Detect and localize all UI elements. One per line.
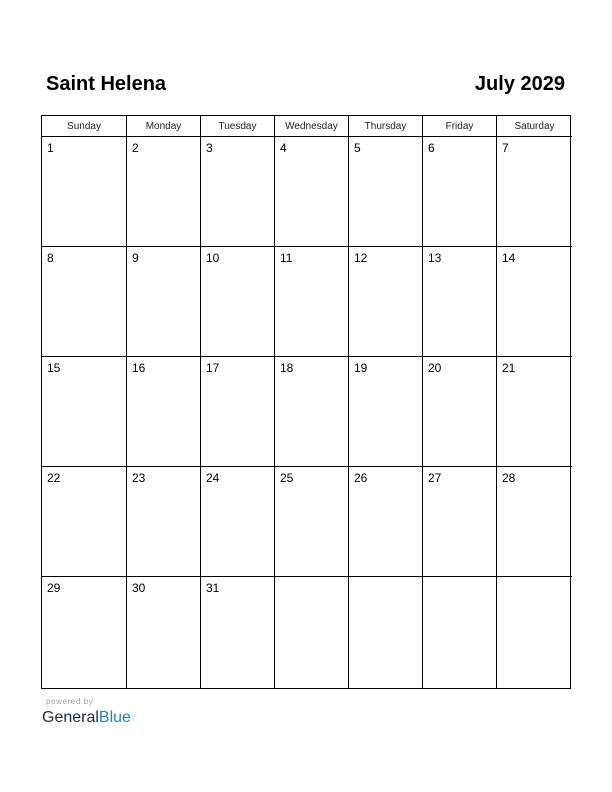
day-cell xyxy=(349,467,423,577)
day-number: 9 xyxy=(132,251,139,265)
day-cell xyxy=(349,577,423,688)
day-number: 26 xyxy=(354,471,368,485)
day-cell xyxy=(42,247,127,357)
day-cell xyxy=(349,357,423,467)
day-number: 17 xyxy=(206,361,220,375)
day-number: 14 xyxy=(502,251,516,265)
day-cell xyxy=(127,137,201,247)
day-number: 10 xyxy=(206,251,220,265)
weekday-header-saturday: Saturday xyxy=(497,116,572,137)
day-cell xyxy=(497,467,572,577)
day-cell xyxy=(349,247,423,357)
brand-name-general: General xyxy=(42,709,99,726)
weekday-header-sunday: Sunday xyxy=(42,116,127,137)
day-cell xyxy=(349,137,423,247)
weekday-header-wednesday: Wednesday xyxy=(275,116,349,137)
day-cell xyxy=(201,577,275,688)
day-cell xyxy=(423,137,497,247)
month-year-title: July 2029 xyxy=(474,73,565,95)
day-number: 4 xyxy=(280,141,287,155)
day-cell xyxy=(127,357,201,467)
weekday-header-tuesday: Tuesday xyxy=(201,116,275,137)
day-number: 11 xyxy=(280,251,293,265)
weekday-header-friday: Friday xyxy=(423,116,497,137)
day-cell xyxy=(42,357,127,467)
day-number: 7 xyxy=(502,141,509,155)
day-number: 6 xyxy=(428,141,435,155)
day-cell xyxy=(42,137,127,247)
day-cell xyxy=(42,467,127,577)
day-number: 25 xyxy=(280,471,294,485)
day-cell xyxy=(201,467,275,577)
day-cell xyxy=(42,577,127,688)
weekday-header-monday: Monday xyxy=(127,116,201,137)
day-cell xyxy=(275,577,349,688)
powered-by-label: powered by xyxy=(46,697,94,706)
day-number: 15 xyxy=(47,361,61,375)
brand-logo[interactable] xyxy=(42,708,131,728)
day-number: 30 xyxy=(132,581,146,595)
day-cell xyxy=(201,247,275,357)
day-cell xyxy=(497,357,572,467)
day-number: 24 xyxy=(206,471,220,485)
day-cell xyxy=(423,467,497,577)
day-number: 1 xyxy=(47,141,54,155)
day-cell xyxy=(201,137,275,247)
day-number: 19 xyxy=(354,361,368,375)
day-number: 29 xyxy=(47,581,61,595)
day-cell xyxy=(423,247,497,357)
day-number: 31 xyxy=(206,581,220,595)
day-cell xyxy=(201,357,275,467)
day-number: 12 xyxy=(354,251,368,265)
day-number: 27 xyxy=(428,471,442,485)
day-cell xyxy=(275,467,349,577)
day-number: 5 xyxy=(354,141,361,155)
day-cell xyxy=(423,357,497,467)
day-number: 28 xyxy=(502,471,516,485)
day-number: 21 xyxy=(502,361,516,375)
footer-branding xyxy=(42,697,131,728)
day-number: 3 xyxy=(206,141,213,155)
brand-name-blue: Blue xyxy=(98,709,131,726)
day-cell xyxy=(497,247,572,357)
day-number: 2 xyxy=(132,141,139,155)
weekday-header-thursday: Thursday xyxy=(349,116,423,137)
day-number: 20 xyxy=(428,361,442,375)
day-number: 8 xyxy=(47,251,54,265)
day-cell xyxy=(127,467,201,577)
day-cell xyxy=(423,577,497,688)
day-number: 23 xyxy=(132,471,146,485)
day-cell xyxy=(275,247,349,357)
day-cell xyxy=(275,137,349,247)
calendar-grid xyxy=(41,115,571,689)
day-number: 13 xyxy=(428,251,442,265)
day-number: 22 xyxy=(47,471,61,485)
day-number: 16 xyxy=(132,361,146,375)
country-title: Saint Helena xyxy=(46,73,167,95)
day-cell xyxy=(497,577,572,688)
day-cell xyxy=(127,247,201,357)
day-cell xyxy=(127,577,201,688)
day-cell xyxy=(275,357,349,467)
day-cell xyxy=(497,137,572,247)
day-number: 18 xyxy=(280,361,294,375)
